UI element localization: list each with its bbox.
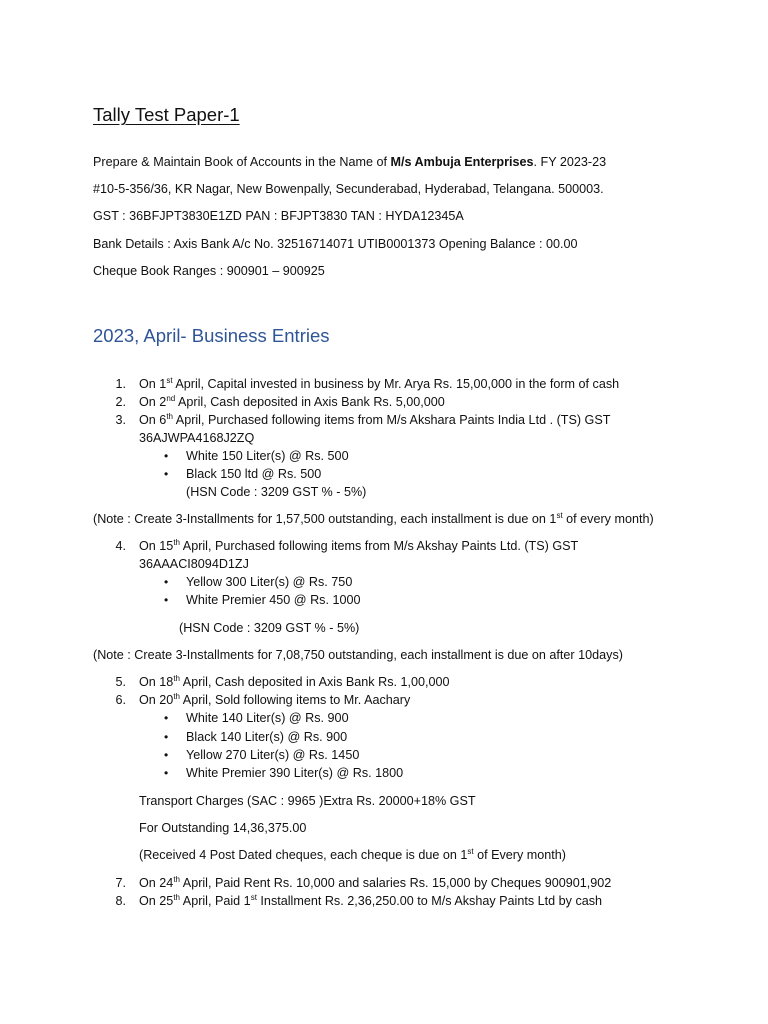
company-name: M/s Ambuja Enterprises (390, 155, 534, 169)
bullet: • (164, 711, 169, 725)
prepare-text: Prepare & Maintain Book of Accounts in the Name of (93, 155, 391, 169)
bullet: • (164, 575, 169, 589)
entry-number: 6. (115, 693, 126, 707)
list-item: White Premier 390 Liter(s) @ Rs. 1800 (186, 766, 404, 780)
note-installments-2: (Note : Create 3-Installments for 7,08,750 outstanding, each installment is due on after 10days) (93, 648, 623, 662)
list-item: Black 140 Liter(s) @ Rs. 900 (186, 730, 348, 744)
outstanding-amount: For Outstanding 14,36,375.00 (139, 821, 307, 835)
entry-number: 2. (115, 395, 126, 409)
entry-number: 3. (115, 413, 126, 427)
entry-text: On 24th April, Paid Rent Rs. 10,000 and salaries Rs. 15,000 by Cheques 900901,902 (139, 875, 612, 890)
section-heading: 2023, April- Business Entries (93, 325, 330, 346)
entry-text: On 15th April, Purchased following items from M/s Akshay Paints Ltd. (TS) GST (139, 538, 579, 553)
entry-number: 8. (115, 894, 126, 908)
entry-number: 4. (115, 539, 126, 553)
list-item: White Premier 450 @ Rs. 1000 (186, 593, 361, 607)
bullet: • (164, 766, 169, 780)
bullet: • (164, 730, 169, 744)
entry-text: On 1st April, Capital invested in business by Mr. Arya Rs. 15,00,000 in the form of cash (139, 376, 620, 391)
gst-number: 36AJWPA4168J2ZQ (139, 431, 255, 445)
bullet: • (164, 748, 169, 762)
entry-number: 7. (115, 876, 126, 890)
hsn-code: (HSN Code : 3209 GST % - 5%) (186, 485, 367, 499)
entry-text: On 18th April, Cash deposited in Axis Bank Rs. 1,00,000 (139, 674, 450, 689)
list-item: Yellow 300 Liter(s) @ Rs. 750 (186, 575, 353, 589)
note-installments-1: (Note : Create 3-Installments for 1,57,500 outstanding, each installment is due on 1st of every month) (93, 511, 654, 526)
entry-text: On 20th April, Sold following items to Mr. Aachary (139, 692, 411, 707)
list-item: Yellow 270 Liter(s) @ Rs. 1450 (186, 748, 360, 762)
entry-number: 5. (115, 675, 126, 689)
list-item: Black 150 ltd @ Rs. 500 (186, 467, 322, 481)
tax-ids-line: GST : 36BFJPT3830E1ZD PAN : BFJPT3830 TAN : HYDA12345A (93, 209, 464, 223)
bullet: • (164, 467, 169, 481)
entry-number: 1. (115, 377, 126, 391)
bank-details-line: Bank Details : Axis Bank A/c No. 32516714071 UTIB0001373 Opening Balance : 00.00 (93, 237, 578, 251)
document-title: Tally Test Paper-1 (93, 104, 240, 125)
list-item: White 150 Liter(s) @ Rs. 500 (186, 449, 349, 463)
hsn-code: (HSN Code : 3209 GST % - 5%) (179, 621, 360, 635)
transport-charges: Transport Charges (SAC : 9965 )Extra Rs. 20000+18% GST (139, 794, 476, 808)
prepare-line (93, 156, 606, 169)
entry-text: On 6th April, Purchased following items from M/s Akshara Paints India Ltd . (TS) GST (139, 412, 611, 427)
list-item: White 140 Liter(s) @ Rs. 900 (186, 711, 349, 725)
cheque-range-line: Cheque Book Ranges : 900901 – 900925 (93, 264, 325, 278)
entry-text: On 2nd April, Cash deposited in Axis Bank Rs. 5,00,000 (139, 394, 445, 409)
post-dated-cheques: (Received 4 Post Dated cheques, each cheque is due on 1st of Every month) (139, 847, 566, 862)
fiscal-year: . FY 2023-23 (533, 155, 607, 169)
bullet: • (164, 449, 169, 463)
gst-number: 36AAACI8094D1ZJ (139, 557, 249, 571)
bullet: • (164, 593, 169, 607)
address-line: #10-5-356/36, KR Nagar, New Bowenpally, Secunderabad, Hyderabad, Telangana. 500003. (93, 182, 604, 196)
entry-text: On 25th April, Paid 1st Installment Rs. 2,36,250.00 to M/s Akshay Paints Ltd by cash (139, 893, 603, 908)
